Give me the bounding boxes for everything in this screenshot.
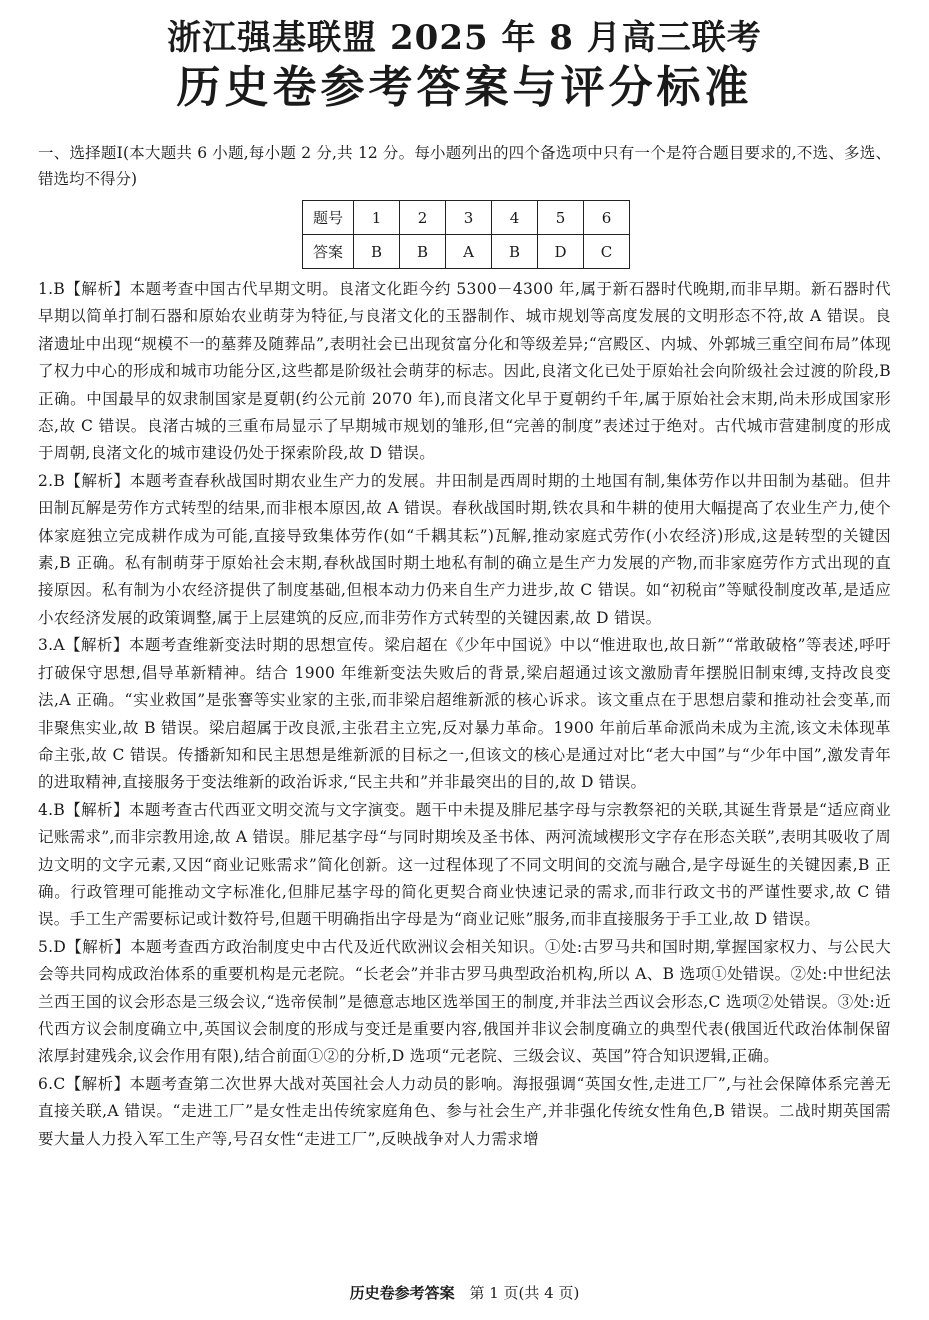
question-number: 6 [584, 201, 630, 235]
question-number: 1 [354, 201, 400, 235]
answer-cell: C [584, 235, 630, 269]
explanation-2: 2.B【解析】本题考查春秋战国时期农业生产力的发展。井田制是西周时期的土地国有制,集体劳作以井田制为基础。但井田制瓦解是劳作方式转型的结果,而非根本原因,故 A 错误。春秋战国时期,铁农具和牛耕的使用大幅提高了农业生产力,使个体家庭独立完成耕作成为可能,直接导致集体劳作(如“千耦其耘”)瓦解,推动家庭式劳作(小农经济)形成,这是转型的关键因素,B 正确。私有制萌芽于原始社会末期,春秋战国时期土地私有制的确立是生产力发展的产物,而非家庭劳作方式出现的直接原因。私有制为小农经济提供了制度基础,但根本动力仍来自生产力进步,故 C 错误。如“初税亩”等赋役制度改革,是适应小农经济发展的政策调整,属于上层建筑的反应,而非劳作方式转型的关键因素,故 D 错误。 [38, 471, 891, 627]
question-number: 5 [538, 201, 584, 235]
footer-page-info: 第 1 页(共 4 页) [469, 1284, 580, 1302]
answer-table [302, 200, 630, 269]
answer-cell: B [354, 235, 400, 269]
page-footer [0, 1283, 929, 1303]
answer-table-number-row [303, 201, 630, 235]
question-number: 3 [446, 201, 492, 235]
answer-cell: B [400, 235, 446, 269]
exam-title: 浙江强基联盟 2025 年 8 月高三联考 [167, 18, 762, 58]
table-answer-label: 答案 [303, 235, 354, 269]
document-title: 历史卷参考答案与评分标准 [176, 62, 753, 113]
explanation-6: 6.C【解析】本题考查第二次世界大战对英国社会人力动员的影响。海报强调“英国女性,走进工厂”,与社会保障体系完善无直接关联,A 错误。“走进工厂”是女性走出传统家庭角色、参与社会生产,并非强化传统女性角色,B 错误。二战时期英国需要大量人力投入军工生产等,号召女性“走进工厂”,反映战争对人力需求增 [38, 1074, 891, 1148]
answer-cell: A [446, 235, 492, 269]
explanations [38, 276, 891, 1153]
explanation-4: 4.B【解析】本题考查古代西亚文明交流与文字演变。题干中未提及腓尼基字母与宗教祭祀的关联,其诞生背景是“适应商业记账需求”,而非宗教用途,故 A 错误。腓尼基字母“与同时期埃及圣书体、两河流域楔形文字存在形态关联”,表明其吸收了周边文明的文字元素,又因“商业记账需求”简化创新。这一过程体现了不同文明间的交流与融合,是字母诞生的关键因素,B 正确。行政管理可能推动文字标准化,但腓尼基字母的简化更契合商业快速记录的需求,而非行政文书的严谨性要求,故 C 错误。手工生产需要标记或计数符号,但题干明确指出字母是为“商业记账”服务,而非直接服务于手工业,故 D 错误。 [38, 800, 891, 929]
answer-cell: B [492, 235, 538, 269]
answer-table-answer-row [303, 235, 630, 269]
table-header-label: 题号 [303, 201, 354, 235]
explanation-1: 1.B【解析】本题考查中国古代早期文明。良渚文化距今约 5300－4300 年,属于新石器时代晚期,而非早期。新石器时代早期以简单打制石器和原始农业萌芽为特征,与良渚文化的玉器制作、城市规划等高度发展的文明形态不符,故 A 错误。良渚遗址中出现“规模不一的墓葬及随葬品”,表明社会已出现贫富分化和等级差异;“宫殿区、内城、外郭城三重空间布局”体现了权力中心的形成和城市功能分区,这些都是阶级社会萌芽的标志。因此,良渚文化已处于原始社会向阶级社会过渡的阶段,B 正确。中国最早的奴隶制国家是夏朝(约公元前 2070 年),而良渚文化早于夏朝约千年,属于原始社会末期,尚未形成国家形态,故 C 错误。良渚古城的三重布局显示了早期城市规划的雏形,但“完善的制度”表述过于绝对。古代城市营建制度的形成于周朝,良渚文化的城市建设仍处于探索阶段,故 D 错误。 [38, 280, 891, 463]
section-intro: 一、选择题Ⅰ(本大题共 6 小题,每小题 2 分,共 12 分。每小题列出的四个备选项中只有一个是符合题目要求的,不选、多选、错选均不得分) [38, 144, 891, 188]
explanation-3: 3.A【解析】本题考查维新变法时期的思想宣传。梁启超在《少年中国说》中以“惟进取也,故日新”“常敢破格”等表述,呼吁打破保守思想,倡导革新精神。结合 1900 年维新变法失败后的背景,梁启超通过该文激励青年摆脱旧制束缚,支持改良变法,A 正确。“实业救国”是张謇等实业家的主张,而非梁启超维新派的核心诉求。该文重点在于思想启蒙和推动社会变革,而非聚焦实业,故 B 错误。梁启超属于改良派,主张君主立宪,反对暴力革命。1900 年前后革命派尚未成为主流,该文未体现革命主张,故 C 错误。传播新知和民主思想是维新派的目标之一,但该文的核心是通过对比“老大中国”与“少年中国”,激发青年的进取精神,直接服务于变法维新的政治诉求,“民主共和”并非最突出的目的,故 D 错误。 [38, 636, 891, 792]
question-number: 2 [400, 201, 446, 235]
explanation-5: 5.D【解析】本题考查西方政治制度史中古代及近代欧洲议会相关知识。①处:古罗马共和国时期,掌握国家权力、与公民大会等共同构成政治体系的重要机构是元老院。“长老会”并非古罗马典型政治机构,所以 A、B 选项①处错误。②处:中世纪法兰西王国的议会形态是三级会议,“选帝侯制”是德意志地区选举国王的制度,并非法兰西议会形态,C 选项②处错误。③处:近代西方议会制度确立中,英国议会制度的形成与变迁是重要内容,俄国并非议会制度确立的典型代表(俄国近代政治体制保留浓厚封建残余,议会作用有限),结合前面①②的分析,D 选项“元老院、三级会议、英国”符合知识逻辑,正确。 [38, 937, 891, 1066]
footer-doc-name: 历史卷参考答案 [349, 1284, 455, 1302]
question-number: 4 [492, 201, 538, 235]
answer-cell: D [538, 235, 584, 269]
